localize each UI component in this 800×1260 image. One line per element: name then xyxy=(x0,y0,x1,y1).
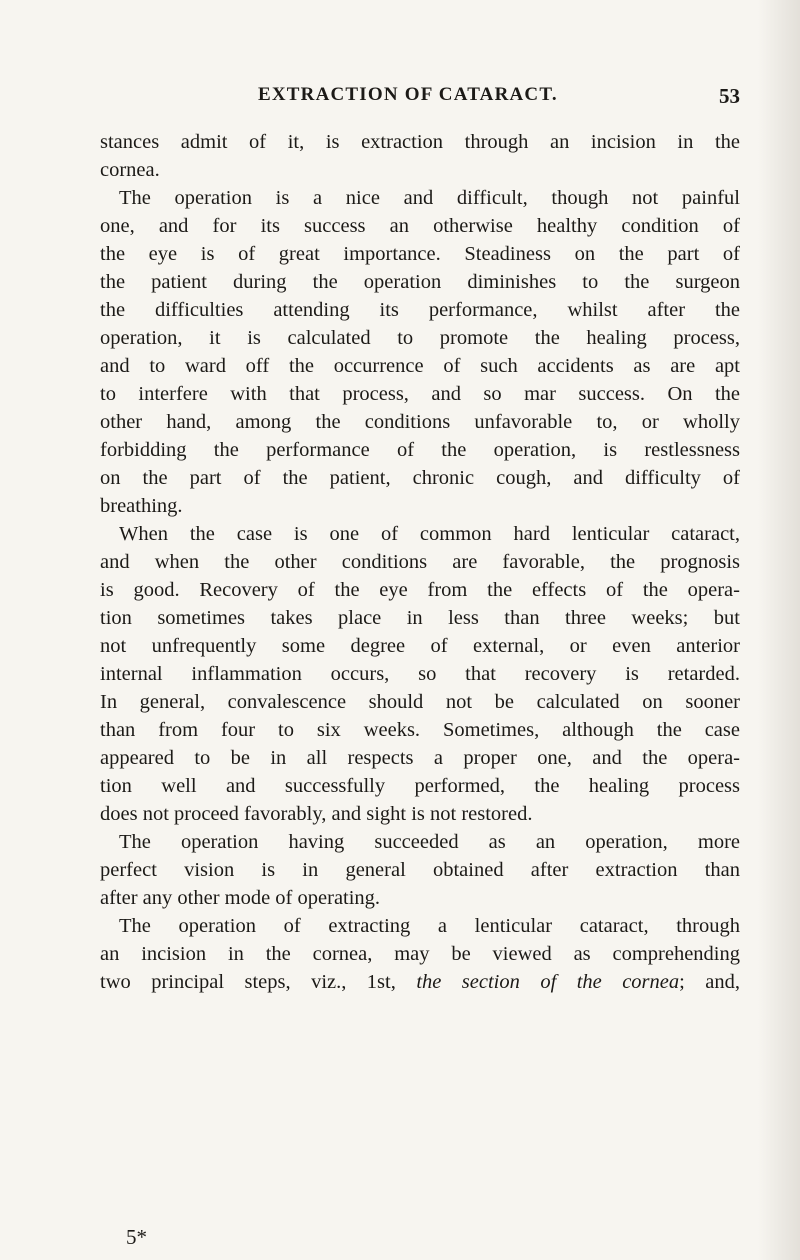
text-line: forbidding the performance of the operation, is restlessness xyxy=(100,439,740,461)
text-line: In general, convalescence should not be calculated on sooner xyxy=(100,691,740,713)
text-line: after any other mode of operating. xyxy=(100,887,381,909)
text-line: to interfere with that process, and so mar success. On the xyxy=(100,383,740,405)
body-text xyxy=(100,128,740,996)
text-line: and when the other conditions are favorable, the prognosis xyxy=(100,551,740,573)
text-lines xyxy=(100,128,740,968)
text-line: the patient during the operation diminishes to the surgeon xyxy=(100,271,740,293)
text-line: one, and for its success an otherwise healthy condition of xyxy=(100,215,740,237)
page-edge-shadow xyxy=(758,0,800,1260)
text-line: cornea. xyxy=(100,159,160,181)
text-line: internal inflammation occurs, so that recovery is retarded. xyxy=(100,663,740,685)
final-line-after: ; and, xyxy=(679,971,740,993)
final-line-before: two principal steps, viz., 1st, xyxy=(100,971,417,993)
text-line: the difficulties attending its performance, whilst after the xyxy=(100,299,740,321)
text-line: tion well and successfully performed, the healing process xyxy=(100,775,740,797)
text-line: breathing. xyxy=(100,495,183,517)
signature-mark: 5* xyxy=(126,1225,147,1249)
text-line: than from four to six weeks. Sometimes, although the case xyxy=(100,719,740,741)
text-line: the eye is of great importance. Steadiness on the part of xyxy=(100,243,740,265)
text-line: stances admit of it, is extraction through an incision in the xyxy=(100,131,740,153)
text-line: not unfrequently some degree of external, or even anterior xyxy=(100,635,740,657)
text-line: The operation is a nice and difficult, though not painful xyxy=(119,187,740,209)
text-line: The operation of extracting a lenticular cataract, through xyxy=(119,915,740,937)
text-line: on the part of the patient, chronic cough, and difficulty of xyxy=(100,467,740,489)
text-line: an incision in the cornea, may be viewed as comprehending xyxy=(100,943,740,965)
text-line: The operation having succeeded as an operation, more xyxy=(119,831,740,853)
text-line: and to ward off the occurrence of such accidents as are apt xyxy=(100,355,740,377)
text-line: is good. Recovery of the eye from the effects of the opera- xyxy=(100,579,740,601)
page-header xyxy=(100,84,740,114)
text-line-final xyxy=(100,968,740,996)
text-line: tion sometimes takes place in less than three weeks; but xyxy=(100,607,740,629)
running-title: EXTRACTION OF CATARACT. xyxy=(258,84,558,105)
text-line: When the case is one of common hard lenticular cataract, xyxy=(119,523,740,545)
page-number: 53 xyxy=(719,84,740,108)
text-line: does not proceed favorably, and sight is not restored. xyxy=(100,803,533,825)
text-line: other hand, among the conditions unfavorable to, or wholly xyxy=(100,411,740,433)
final-line-italic: the section of the cornea xyxy=(416,971,680,993)
text-line: appeared to be in all respects a proper one, and the opera- xyxy=(100,747,740,769)
text-line: operation, it is calculated to promote the healing process, xyxy=(100,327,740,349)
text-line: perfect vision is in general obtained after extraction than xyxy=(100,859,740,881)
